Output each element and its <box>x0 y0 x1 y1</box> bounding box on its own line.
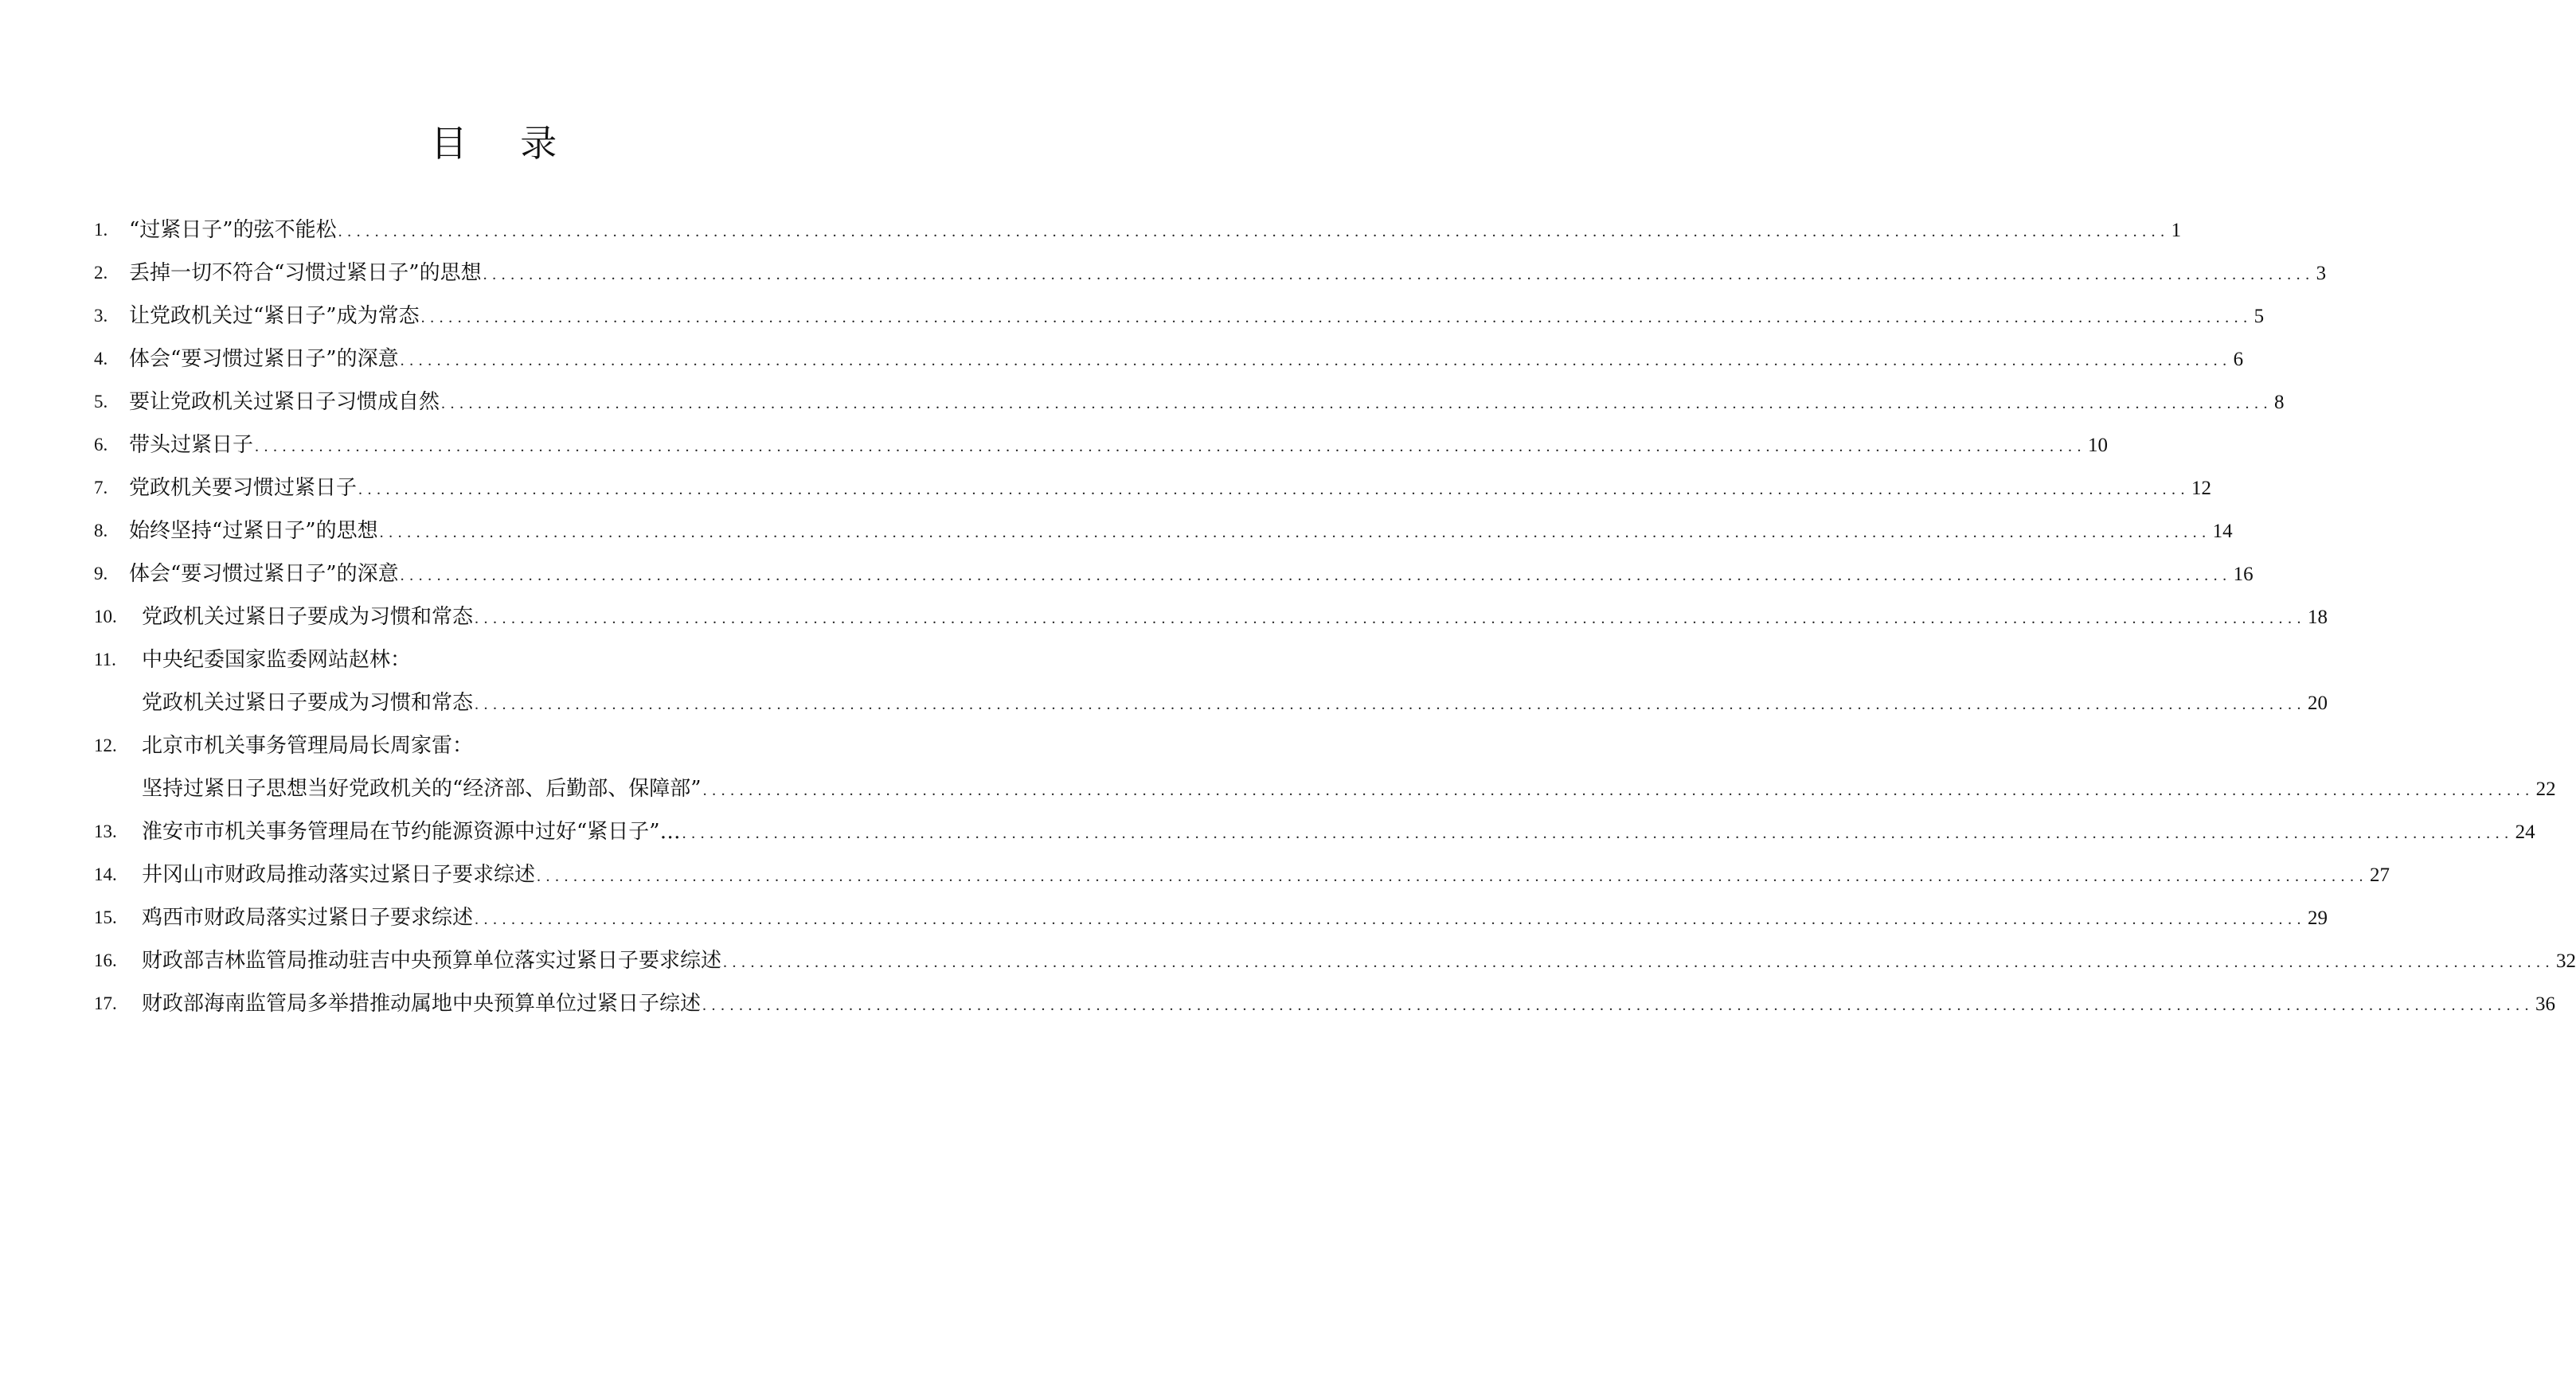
toc-entry[interactable] <box>94 466 2212 509</box>
toc-entry[interactable] <box>94 509 2233 552</box>
toc-entry-page: 18 <box>2308 607 2328 628</box>
toc-entry[interactable] <box>94 896 2328 939</box>
toc-entry-number: 2. <box>94 263 108 283</box>
toc-entry-title: 要让党政机关过紧日子习惯成自然 <box>129 380 441 423</box>
toc-entry[interactable] <box>94 380 2285 423</box>
toc-leader-dots: ........................................................................................................................................................................................................ <box>682 825 2514 842</box>
toc-leader-dots: ........................................................................................................................................................................................................ <box>400 567 2232 584</box>
toc-entry-line <box>129 552 2254 597</box>
toc-entry[interactable] <box>94 295 2265 338</box>
toc-entry-title: 井冈山市财政局推动落实过紧日子要求综述 <box>142 853 537 896</box>
toc-entry-title: “过紧日子”的弦不能松 <box>129 209 338 252</box>
toc-entry[interactable] <box>94 552 2254 595</box>
toc-entry-number: 8. <box>94 521 108 540</box>
toc-entry-number: 14. <box>94 864 117 884</box>
toc-entry[interactable] <box>94 209 2182 252</box>
toc-entry-page: 8 <box>2274 392 2285 413</box>
toc-entry-page: 24 <box>2515 821 2535 843</box>
toc-entry-page: 5 <box>2254 306 2265 327</box>
toc-entry-title: 鸡西市财政局落实过紧日子要求综述 <box>142 896 475 939</box>
toc-entry-page: 16 <box>2233 564 2254 585</box>
toc-entry-title: 让党政机关过“紧日子”成为常态 <box>129 295 421 338</box>
toc-entry[interactable] <box>94 982 2556 1025</box>
toc-entry-line <box>142 896 2328 941</box>
toc-leader-dots: ........................................................................................................................................................................................................ <box>400 352 2232 369</box>
toc-entry-page: 10 <box>2088 435 2109 456</box>
toc-entry[interactable] <box>94 810 2535 853</box>
toc-entry-title: 淮安市市机关事务管理局在节约能源资源中过好“紧日子”… <box>142 810 682 853</box>
toc-entry-title: 体会“要习惯过紧日子”的深意 <box>129 338 401 380</box>
toc-leader-dots: ........................................................................................................................................................................................................ <box>475 610 2307 627</box>
toc-entry-title: 财政部海南监管局多举措推动属地中央预算单位过紧日子综述 <box>142 982 702 1025</box>
toc-leader-dots: ........................................................................................................................................................................................................ <box>475 696 2307 713</box>
toc-entry-line <box>129 423 2109 468</box>
toc-entry-line <box>142 681 2328 726</box>
toc-entry-number: 10. <box>94 607 117 626</box>
toc-entry-page: 14 <box>2212 521 2233 542</box>
toc-entry-title: 坚持过紧日子思想当好党政机关的“经济部、后勤部、保障部” <box>142 767 703 810</box>
toc-entry-heading-line <box>142 724 893 767</box>
toc-leader-dots: ........................................................................................................................................................................................................ <box>702 997 2535 1014</box>
toc-entry-line <box>142 810 2535 855</box>
toc-entry-page: 20 <box>2308 693 2328 714</box>
toc-entry-number: 4. <box>94 349 108 369</box>
toc-entry-heading-line <box>142 638 893 681</box>
toc-entry-title: 带头过紧日子 <box>129 423 255 466</box>
toc-leader-dots: ........................................................................................................................................................................................................ <box>723 954 2555 971</box>
toc-entry-number: 12. <box>94 736 117 755</box>
toc-entry-line <box>129 466 2212 511</box>
toc-entry-line <box>129 209 2182 253</box>
toc-entry-line <box>129 380 2285 425</box>
toc-entry-number: 3. <box>94 306 108 326</box>
toc-entry-page: 27 <box>2370 864 2390 886</box>
toc-entry-title: 丢掉一切不符合“习惯过紧日子”的思想 <box>129 252 483 295</box>
toc-entry[interactable] <box>94 338 2244 380</box>
toc-entry[interactable] <box>94 724 893 767</box>
toc-leader-dots: ........................................................................................................................................................................................................ <box>358 481 2191 498</box>
toc-entry-line <box>142 595 2328 640</box>
toc-entry-page: 29 <box>2308 907 2328 929</box>
toc-entry-subtitle: 北京市机关事务管理局局长周家雷： <box>142 724 475 767</box>
toc-entry[interactable] <box>94 423 2109 466</box>
toc-entry-line <box>129 252 2327 296</box>
toc-entry-number: 6. <box>94 435 108 455</box>
page-title: 目 录 <box>430 122 578 165</box>
toc-entry-line <box>142 767 2556 812</box>
toc-entry-number: 11. <box>94 650 116 669</box>
toc-entry-page: 12 <box>2191 478 2212 499</box>
toc-leader-dots: ........................................................................................................................................................................................................ <box>379 524 2211 541</box>
toc-entry-line <box>142 939 2576 984</box>
toc-entry-title: 党政机关过紧日子要成为习惯和常态 <box>142 681 475 724</box>
toc-leader-dots: ........................................................................................................................................................................................................ <box>702 782 2535 799</box>
toc-entry-page: 36 <box>2535 993 2556 1015</box>
toc-entry-page: 22 <box>2535 778 2556 800</box>
toc-entry-continuation[interactable] <box>94 767 2556 810</box>
toc-entry-number: 15. <box>94 907 117 927</box>
toc-entry-page: 6 <box>2233 349 2244 370</box>
toc-entry-line <box>129 509 2233 554</box>
toc-entry-line <box>129 338 2244 382</box>
toc-leader-dots: ........................................................................................................................................................................................................ <box>537 868 2369 885</box>
table-of-contents <box>94 209 2576 1025</box>
toc-entry[interactable] <box>94 638 893 681</box>
toc-entry-title: 体会“要习惯过紧日子”的深意 <box>129 552 401 595</box>
toc-entry-title: 财政部吉林监管局推动驻吉中央预算单位落实过紧日子要求综述 <box>142 939 723 982</box>
toc-entry-subtitle: 中央纪委国家监委网站赵林： <box>142 638 412 681</box>
toc-entry-line <box>142 853 2390 898</box>
toc-entry-page: 1 <box>2171 220 2182 241</box>
toc-entry[interactable] <box>94 939 2576 982</box>
toc-leader-dots: ........................................................................................................................................................................................................ <box>338 223 2170 240</box>
toc-entry-number: 16. <box>94 950 117 970</box>
toc-entry[interactable] <box>94 595 2328 638</box>
toc-entry-title: 党政机关过紧日子要成为习惯和常态 <box>142 595 475 638</box>
toc-entry-number: 9. <box>94 564 108 583</box>
toc-leader-dots: ........................................................................................................................................................................................................ <box>483 266 2315 283</box>
toc-entry-line <box>142 982 2556 1027</box>
toc-leader-dots: ........................................................................................................................................................................................................ <box>475 911 2307 928</box>
toc-entry-number: 7. <box>94 478 108 498</box>
toc-leader-dots: ........................................................................................................................................................................................................ <box>255 438 2087 455</box>
toc-entry-title: 始终坚持“过紧日子”的思想 <box>129 509 380 552</box>
toc-entry-title: 党政机关要习惯过紧日子 <box>129 466 358 509</box>
toc-entry-number: 5. <box>94 392 108 412</box>
toc-entry[interactable] <box>94 252 2327 295</box>
toc-entry-continuation[interactable] <box>94 681 2328 724</box>
toc-entry-number: 1. <box>94 220 108 240</box>
toc-entry-page: 3 <box>2316 263 2327 284</box>
toc-entry-number: 13. <box>94 821 117 841</box>
toc-entry-line <box>129 295 2265 339</box>
toc-entry-page: 32 <box>2556 950 2576 972</box>
toc-entry[interactable] <box>94 853 2390 896</box>
toc-entry-number: 17. <box>94 993 117 1013</box>
toc-leader-dots: ........................................................................................................................................................................................................ <box>420 309 2253 326</box>
toc-leader-dots: ........................................................................................................................................................................................................ <box>441 395 2273 412</box>
